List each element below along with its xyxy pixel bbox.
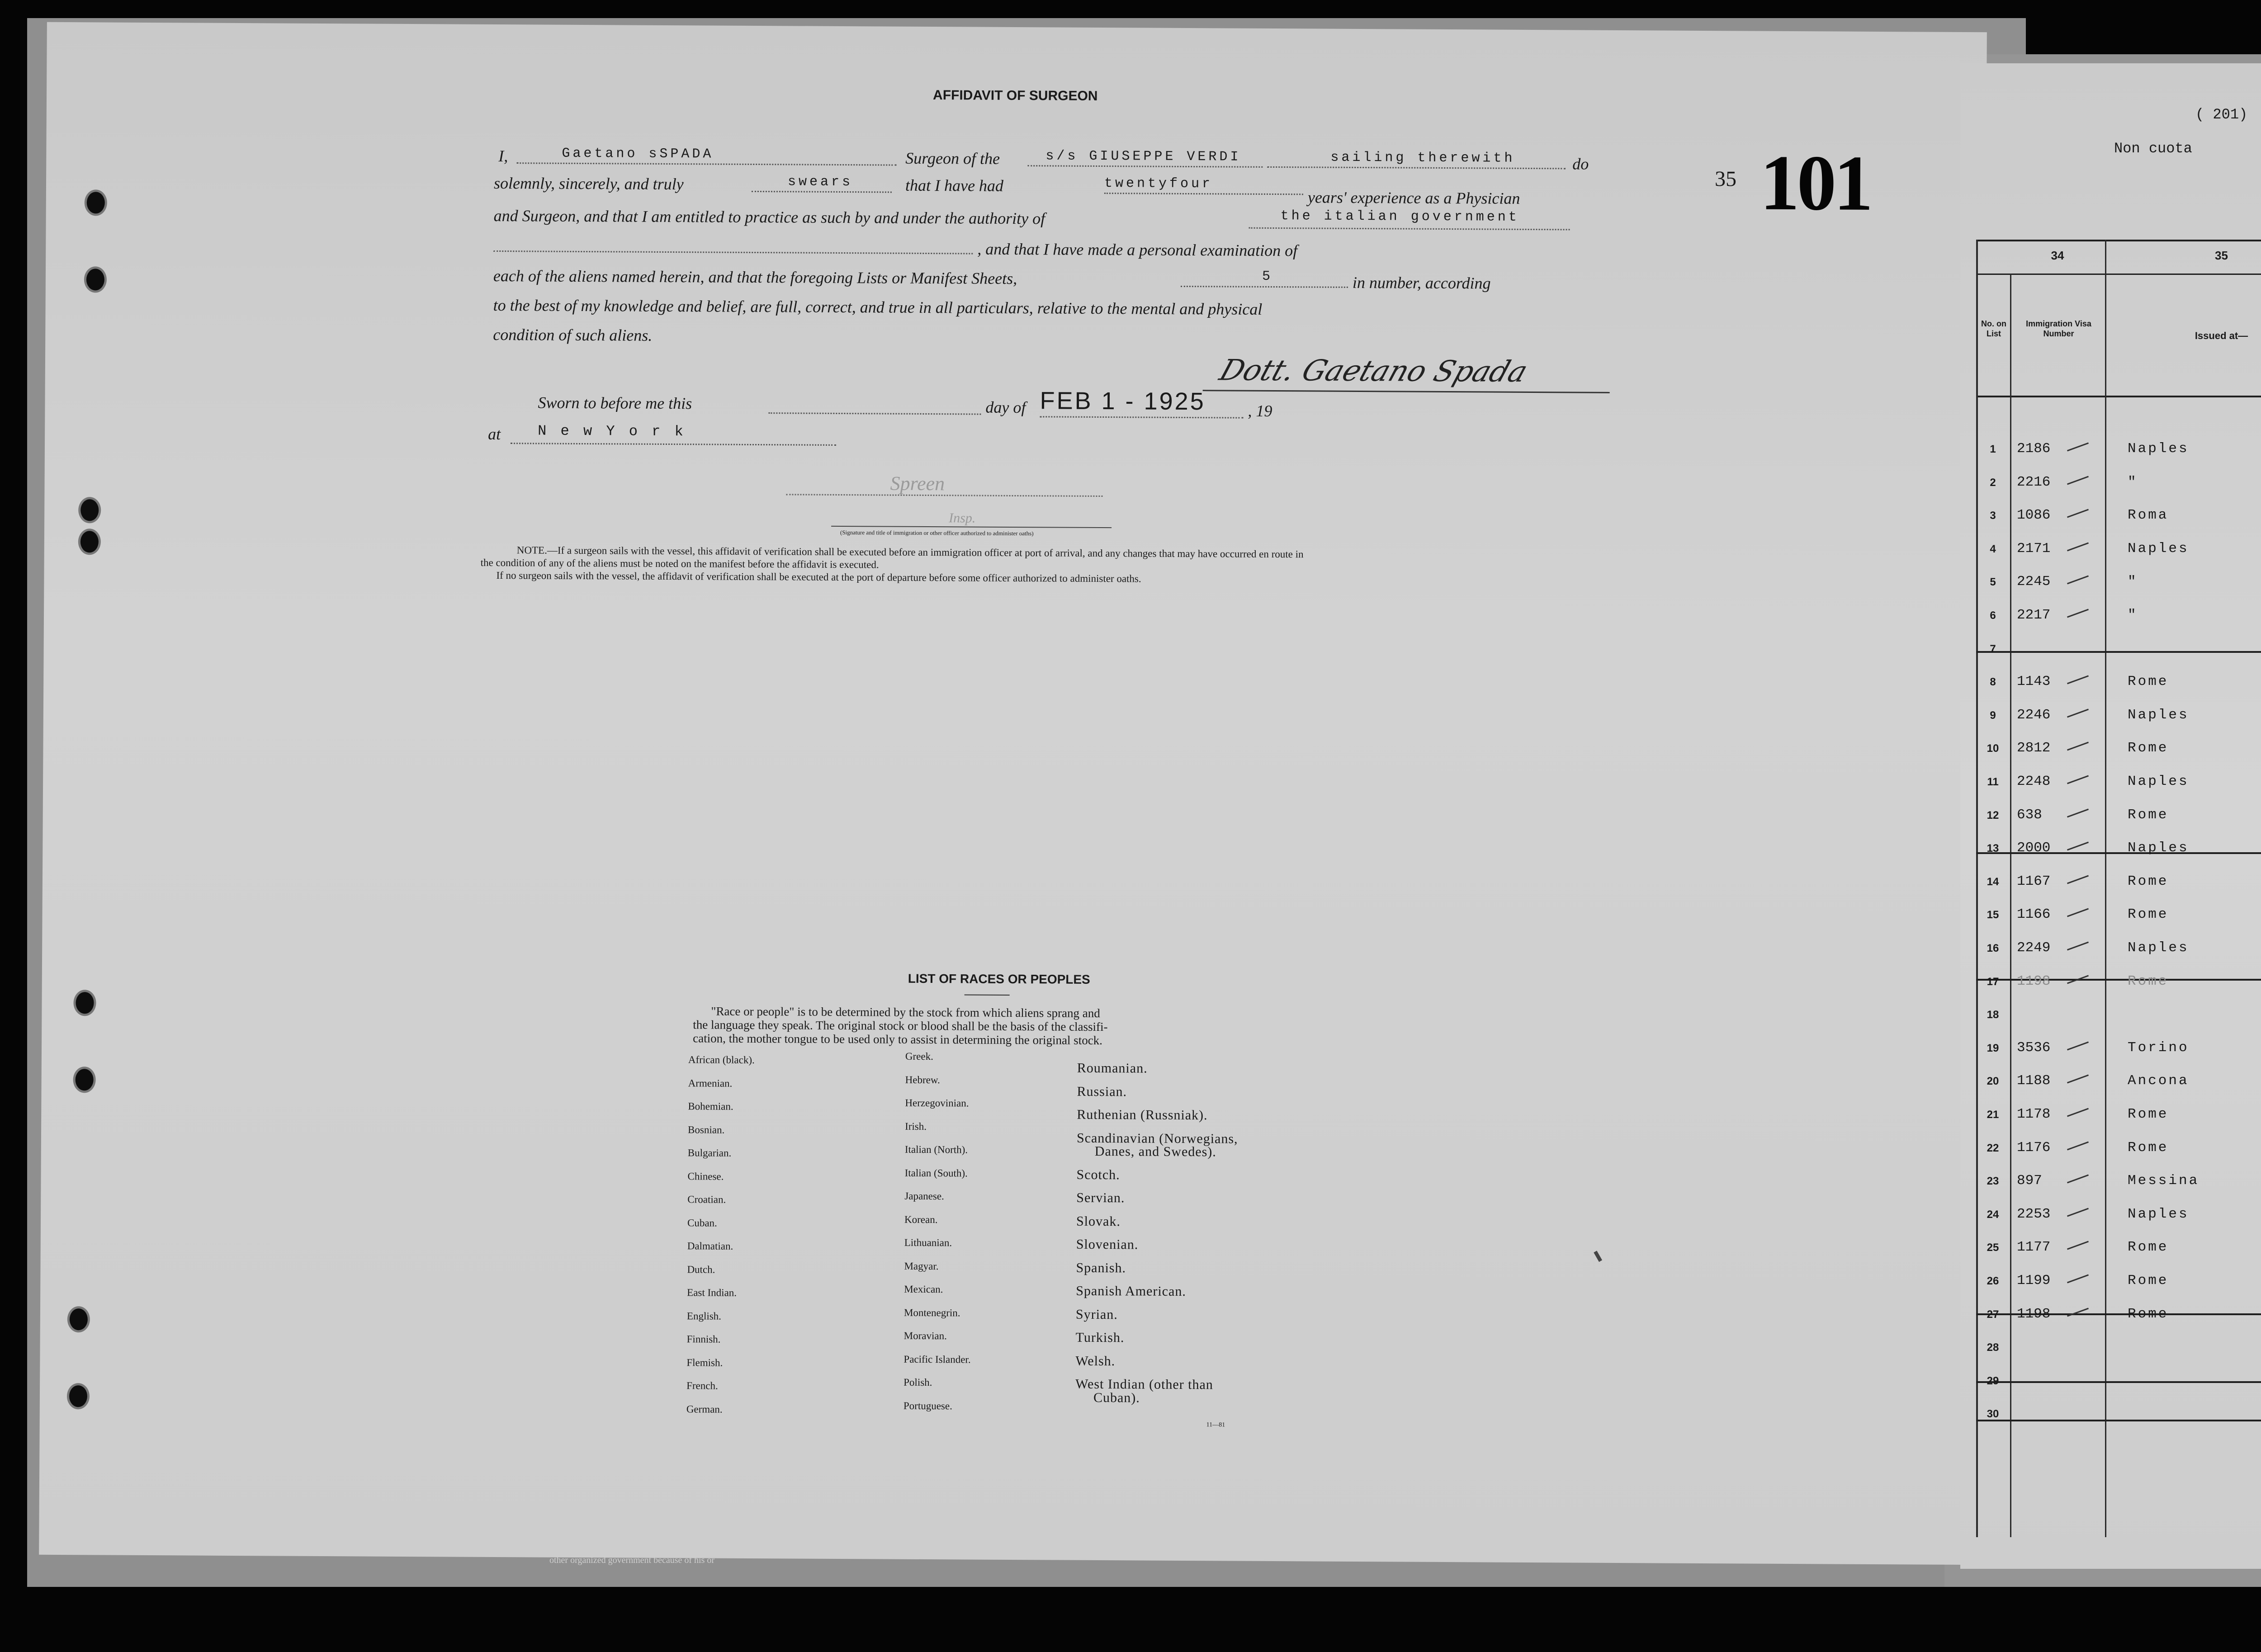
fill-line bbox=[1181, 286, 1348, 288]
fill-line bbox=[1267, 166, 1566, 169]
issued-at-cell: Naples bbox=[2128, 1206, 2189, 1222]
visa-number-cell: 2216 bbox=[2017, 474, 2051, 490]
race-item: Dutch. bbox=[687, 1263, 715, 1275]
row-number: 23 bbox=[1987, 1175, 1999, 1188]
row-number: 9 bbox=[1990, 709, 1996, 722]
check-tick bbox=[2067, 576, 2089, 585]
ink-mark bbox=[1594, 1251, 1602, 1262]
row-number: 5 bbox=[1990, 576, 1996, 589]
race-item: Japanese. bbox=[904, 1190, 944, 1202]
races-intro-3: cation, the mother tongue to be used only to assist in determining the original stock. bbox=[693, 1031, 1103, 1048]
row-number: 8 bbox=[1990, 676, 1996, 689]
visa-number-cell: 638 bbox=[2017, 807, 2042, 823]
officer-line bbox=[831, 526, 1112, 528]
race-item: Bosnian. bbox=[688, 1123, 725, 1136]
check-tick bbox=[2067, 476, 2089, 485]
race-item: Welsh. bbox=[1075, 1353, 1116, 1369]
group-rule bbox=[1976, 1381, 2261, 1383]
race-item: Syrian. bbox=[1075, 1307, 1118, 1322]
check-tick bbox=[2067, 443, 2089, 452]
issued-at-cell: Rome bbox=[2128, 906, 2169, 923]
check-tick bbox=[2067, 609, 2089, 618]
row-number: 19 bbox=[1987, 1042, 1999, 1054]
affidavit-line2-end: years' experience as a Physician bbox=[1307, 188, 1520, 208]
race-item: Dalmatian. bbox=[687, 1240, 733, 1252]
binder-hole bbox=[73, 1067, 96, 1093]
race-item: Pacific Islander. bbox=[903, 1353, 971, 1365]
visa-number-cell: 2246 bbox=[2017, 707, 2051, 723]
check-tick bbox=[2067, 1075, 2089, 1084]
header-visa-number: Immigration Visa Number bbox=[2026, 319, 2091, 338]
issued-at-cell: Rome bbox=[2128, 1306, 2169, 1322]
issued-at-cell: Ancona bbox=[2128, 1073, 2189, 1089]
race-item: Lithuanian. bbox=[904, 1237, 952, 1249]
race-item: Spanish American. bbox=[1076, 1283, 1186, 1299]
issued-at-cell: Rome bbox=[2128, 1106, 2169, 1122]
check-tick bbox=[2067, 775, 2089, 784]
race-item: Italian (North). bbox=[904, 1143, 968, 1156]
check-tick bbox=[2067, 842, 2089, 851]
race-item: Flemish. bbox=[686, 1356, 723, 1369]
affidavit-line5-end: in number, according bbox=[1352, 273, 1491, 293]
race-item: Hebrew. bbox=[905, 1074, 940, 1086]
oath-word: swears bbox=[787, 174, 853, 190]
fill-line bbox=[493, 250, 973, 255]
quota-note: Non cuota bbox=[2114, 140, 2192, 157]
row-number: 6 bbox=[1990, 609, 1996, 622]
affidavit-line7: condition of such aliens. bbox=[493, 325, 653, 345]
visa-number-cell: 1176 bbox=[2017, 1139, 2051, 1156]
races-intro-2: the language they speak. The original stock or blood shall be the basis of the classifi- bbox=[693, 1018, 1108, 1034]
row-number: 12 bbox=[1987, 809, 1999, 821]
visa-number-cell: 2245 bbox=[2017, 574, 2051, 590]
row-number: 18 bbox=[1987, 1009, 1999, 1021]
race-item: Scotch. bbox=[1076, 1167, 1120, 1182]
visa-number-cell: 1166 bbox=[2017, 906, 2051, 923]
check-tick bbox=[2067, 1141, 2089, 1150]
column-divider bbox=[2105, 240, 2106, 1537]
visa-number-cell: 1198 bbox=[2017, 1306, 2051, 1322]
race-item: African (black). bbox=[688, 1054, 755, 1066]
group-rule bbox=[1976, 1420, 2261, 1421]
race-item: Cuban. bbox=[687, 1217, 717, 1229]
check-tick bbox=[2067, 875, 2089, 884]
check-tick bbox=[2067, 1241, 2089, 1250]
races-intro-1: "Race or people" is to be determined by the stock from which aliens sprang and bbox=[711, 1004, 1100, 1020]
races-title-rule bbox=[965, 994, 1010, 996]
race-item: Armenian. bbox=[688, 1077, 733, 1089]
check-tick bbox=[2067, 1175, 2089, 1184]
fill-line bbox=[786, 494, 1102, 497]
check-tick bbox=[2067, 542, 2089, 551]
authority-name: the italian government bbox=[1280, 208, 1519, 225]
fill-line bbox=[511, 443, 836, 446]
row-number: 22 bbox=[1987, 1142, 1999, 1154]
issued-at-cell: Naples bbox=[2128, 707, 2189, 723]
sworn-date-stamp: FEB 1 - 1925 bbox=[1040, 387, 1206, 415]
affidavit-title: AFFIDAVIT OF SURGEON bbox=[932, 88, 1098, 104]
race-item: Bohemian. bbox=[688, 1100, 733, 1112]
row-number: 25 bbox=[1987, 1241, 1999, 1254]
affidavit-note-3: If no surgeon sails with the vessel, the affidavit of verification shall be executed at the port of departure before some officer authorized to administer oaths. bbox=[496, 570, 1141, 585]
affidavit-line2-prefix: solemnly, sincerely, and truly bbox=[493, 174, 684, 194]
fill-line bbox=[1249, 227, 1570, 231]
visa-number-cell: 1143 bbox=[2017, 674, 2051, 690]
row-number: 29 bbox=[1987, 1374, 1999, 1387]
group-rule bbox=[1976, 651, 2261, 653]
row-number: 11 bbox=[1987, 776, 1999, 788]
affidavit-note-1: NOTE.—If a surgeon sails with the vessel, this affidavit of verification shall be executed before an immigration officer at port of arrival, and any changes that may have occurred en route in bbox=[516, 544, 1304, 560]
race-item: Ruthenian (Russniak). bbox=[1077, 1107, 1208, 1123]
check-tick bbox=[2067, 1041, 2089, 1050]
form-number: 11—81 bbox=[1206, 1421, 1225, 1429]
race-item: East Indian. bbox=[687, 1287, 737, 1298]
race-item: Herzegovinian. bbox=[905, 1097, 969, 1109]
sailing-note: sailing therewith bbox=[1330, 150, 1515, 166]
issued-at-cell: " bbox=[2128, 574, 2138, 590]
check-tick bbox=[2067, 808, 2089, 817]
row-number: 21 bbox=[1987, 1109, 1999, 1121]
do-word: do bbox=[1572, 155, 1589, 173]
race-item: Portuguese. bbox=[903, 1400, 952, 1411]
race-item: Slovak. bbox=[1076, 1213, 1121, 1229]
header-bottom-rule bbox=[1976, 396, 2261, 397]
race-item: Finnish. bbox=[686, 1333, 721, 1345]
race-item: Moravian. bbox=[903, 1330, 947, 1342]
sworn-place: N e w Y o r k bbox=[538, 422, 686, 440]
check-tick bbox=[2067, 1274, 2089, 1284]
race-item: German. bbox=[686, 1403, 723, 1415]
manifest-right-page bbox=[1960, 63, 2261, 1569]
issued-at-cell: Naples bbox=[2128, 540, 2189, 557]
row-number: 3 bbox=[1990, 510, 1996, 522]
issued-at-cell: Rome bbox=[2128, 674, 2169, 690]
race-item: Cuban). bbox=[1093, 1390, 1140, 1405]
issued-at-cell: Rome bbox=[2128, 1273, 2169, 1289]
race-item: Servian. bbox=[1076, 1190, 1125, 1206]
row-number: 1 bbox=[1990, 443, 1996, 455]
race-item: Slovenian. bbox=[1076, 1237, 1139, 1252]
bottom-cutoff-text: other organized government because of his or bbox=[549, 1555, 715, 1565]
row-number: 17 bbox=[1987, 975, 1999, 988]
binder-hole bbox=[73, 990, 96, 1016]
page-number: 35 bbox=[1715, 167, 1737, 191]
issued-at-cell: Messina bbox=[2128, 1173, 2200, 1189]
table-top-rule bbox=[1976, 240, 2261, 241]
race-item: Turkish. bbox=[1075, 1330, 1125, 1345]
header-issued-at: Issued at— bbox=[2195, 330, 2248, 341]
sworn-year: , 19 bbox=[1248, 401, 1272, 420]
row-number: 30 bbox=[1987, 1408, 1999, 1421]
race-item: Irish. bbox=[905, 1120, 927, 1132]
visa-number-cell: 1177 bbox=[2017, 1239, 2051, 1256]
visa-number-cell: 897 bbox=[2017, 1173, 2042, 1189]
column-number-35: 35 bbox=[2215, 249, 2228, 262]
race-item: Korean. bbox=[904, 1213, 938, 1225]
row-number: 28 bbox=[1987, 1341, 1999, 1354]
row-number: 27 bbox=[1987, 1308, 1999, 1321]
race-item: Chinese. bbox=[687, 1170, 724, 1182]
binder-hole bbox=[67, 1383, 90, 1409]
issued-at-cell: Rome bbox=[2128, 973, 2169, 989]
issued-at-cell: " bbox=[2128, 474, 2138, 490]
affidavit-line4: , and that I have made a personal examination of bbox=[977, 240, 1298, 260]
visa-number-cell: 1167 bbox=[2017, 873, 2051, 889]
race-item: Greek. bbox=[905, 1050, 933, 1062]
race-item: Roumanian. bbox=[1077, 1060, 1148, 1076]
check-tick bbox=[2067, 1108, 2089, 1117]
manifest-left-page bbox=[39, 22, 1987, 1565]
check-tick bbox=[2067, 908, 2089, 917]
race-item: French. bbox=[686, 1380, 718, 1392]
binder-hole bbox=[78, 497, 101, 523]
row-number: 24 bbox=[1987, 1208, 1999, 1221]
race-item: Russian. bbox=[1077, 1084, 1127, 1099]
affidavit-line6: to the best of my knowledge and belief, are full, correct, and true in all particulars, relative to the mental and physical bbox=[493, 296, 1263, 318]
visa-number-cell: 1198 bbox=[2017, 973, 2051, 989]
issued-at-cell: Rome bbox=[2128, 807, 2169, 823]
binder-hole bbox=[78, 529, 101, 555]
years-experience: twentyfour bbox=[1104, 176, 1213, 192]
check-tick bbox=[2067, 942, 2089, 951]
check-tick bbox=[2067, 1208, 2089, 1217]
fill-line bbox=[1027, 165, 1263, 168]
race-item: Italian (South). bbox=[904, 1167, 968, 1179]
issued-at-cell: Torino bbox=[2128, 1039, 2189, 1056]
issued-at-cell: Rome bbox=[2128, 1239, 2169, 1256]
races-title: LIST OF RACES OR PEOPLES bbox=[908, 971, 1090, 986]
ship-name: s/s GIUSEPPE VERDI bbox=[1045, 148, 1241, 165]
binder-hole bbox=[67, 1306, 90, 1332]
issued-at-cell: Naples bbox=[2128, 774, 2189, 789]
row-number: 4 bbox=[1990, 543, 1996, 555]
race-item: Montenegrin. bbox=[903, 1307, 960, 1318]
page-top-number: ( 201) bbox=[2195, 106, 2248, 123]
affidavit-line2-mid: that I have had bbox=[905, 176, 1004, 195]
row-number: 10 bbox=[1987, 742, 1999, 755]
check-tick bbox=[2067, 1307, 2089, 1317]
affidavit-note-2: the condition of any of the aliens must be noted on the manifest before the affidavit is executed. bbox=[480, 557, 879, 571]
fill-line bbox=[1104, 193, 1303, 195]
race-item: Magyar. bbox=[904, 1260, 939, 1272]
header-no-on-list: No. on List bbox=[1981, 319, 2006, 338]
row-number: 20 bbox=[1987, 1075, 1999, 1088]
officer-title-faded: Insp. bbox=[949, 510, 976, 526]
race-item: Spanish. bbox=[1076, 1260, 1126, 1275]
sworn-prefix: Sworn to before me this bbox=[538, 393, 692, 413]
race-item: English. bbox=[686, 1310, 722, 1322]
fill-line bbox=[516, 162, 896, 165]
affidavit-line3: and Surgeon, and that I am entitled to practice as such by and under the authority of bbox=[493, 206, 1045, 228]
column-number-34: 34 bbox=[2051, 249, 2064, 262]
race-item: Danes, and Swedes). bbox=[1094, 1143, 1216, 1160]
visa-number-cell: 1199 bbox=[2017, 1273, 2051, 1289]
visa-number-cell: 2812 bbox=[2017, 740, 2051, 756]
check-tick bbox=[2067, 509, 2089, 518]
race-item: Mexican. bbox=[904, 1283, 943, 1295]
binder-hole bbox=[85, 189, 107, 216]
issued-at-cell: Naples bbox=[2128, 840, 2189, 856]
column-number-rule bbox=[1976, 274, 2261, 275]
race-item: Scandinavian (Norwegians, bbox=[1076, 1130, 1238, 1147]
visa-number-cell: 2186 bbox=[2017, 441, 2051, 457]
visa-number-cell: 2000 bbox=[2017, 840, 2051, 856]
fill-line bbox=[768, 412, 981, 415]
row-number: 14 bbox=[1987, 875, 1999, 888]
affidavit-line1-prefix: I, bbox=[498, 147, 508, 165]
check-tick bbox=[2067, 675, 2089, 684]
issued-at-cell: " bbox=[2128, 607, 2138, 623]
fill-line bbox=[752, 191, 892, 193]
officer-signature-faded: Spreen bbox=[890, 472, 945, 495]
issued-at-cell: Rome bbox=[2128, 873, 2169, 889]
fill-line bbox=[1040, 416, 1243, 418]
visa-number-cell: 2249 bbox=[2017, 940, 2051, 956]
issued-at-cell: Roma bbox=[2128, 507, 2169, 524]
race-item: West Indian (other than bbox=[1075, 1376, 1213, 1392]
sworn-mid: day of bbox=[985, 398, 1026, 417]
visa-number-cell: 1178 bbox=[2017, 1106, 2051, 1122]
issued-at-cell: Rome bbox=[2128, 740, 2169, 756]
table-left-border bbox=[1976, 240, 1978, 1537]
visa-number-cell: 2253 bbox=[2017, 1206, 2051, 1222]
manifest-stamp-number: 101 bbox=[1760, 138, 1871, 227]
row-number: 7 bbox=[1990, 642, 1996, 655]
row-number: 2 bbox=[1990, 476, 1996, 489]
visa-number-cell: 1086 bbox=[2017, 507, 2051, 524]
row-number: 13 bbox=[1987, 842, 1999, 855]
surgeon-signature: Dott. Gaetano Spada bbox=[1215, 354, 1532, 389]
race-item: Polish. bbox=[903, 1376, 932, 1388]
row-number: 15 bbox=[1987, 909, 1999, 921]
column-divider bbox=[2010, 274, 2011, 1537]
affidavit-line1-mid: Surgeon of the bbox=[905, 149, 1000, 168]
row-number: 26 bbox=[1987, 1275, 1999, 1287]
row-number: 16 bbox=[1987, 942, 1999, 954]
visa-number-cell: 2217 bbox=[2017, 607, 2051, 623]
race-item: Bulgarian. bbox=[687, 1147, 732, 1159]
check-tick bbox=[2067, 742, 2089, 751]
visa-number-cell: 2248 bbox=[2017, 774, 2051, 789]
affidavit-line5-prefix: each of the aliens named herein, and that the foregoing Lists or Manifest Sheets, bbox=[493, 266, 1017, 288]
signature-underline bbox=[1203, 390, 1610, 393]
issued-at-cell: Naples bbox=[2128, 940, 2189, 956]
visa-number-cell: 2171 bbox=[2017, 540, 2051, 557]
race-item: Croatian. bbox=[687, 1194, 726, 1205]
visa-number-cell: 1188 bbox=[2017, 1073, 2051, 1089]
sheet-count: 5 bbox=[1262, 269, 1273, 284]
officer-caption: (Signature and title of immigration or other officer authorized to administer oaths) bbox=[840, 529, 1034, 537]
check-tick bbox=[2067, 708, 2089, 717]
surgeon-name: Gaetano sSPADA bbox=[562, 146, 714, 162]
issued-at-cell: Naples bbox=[2128, 441, 2189, 457]
at-label: at bbox=[488, 425, 501, 444]
issued-at-cell: Rome bbox=[2128, 1139, 2169, 1156]
binder-hole bbox=[84, 266, 107, 293]
visa-number-cell: 3536 bbox=[2017, 1039, 2051, 1056]
